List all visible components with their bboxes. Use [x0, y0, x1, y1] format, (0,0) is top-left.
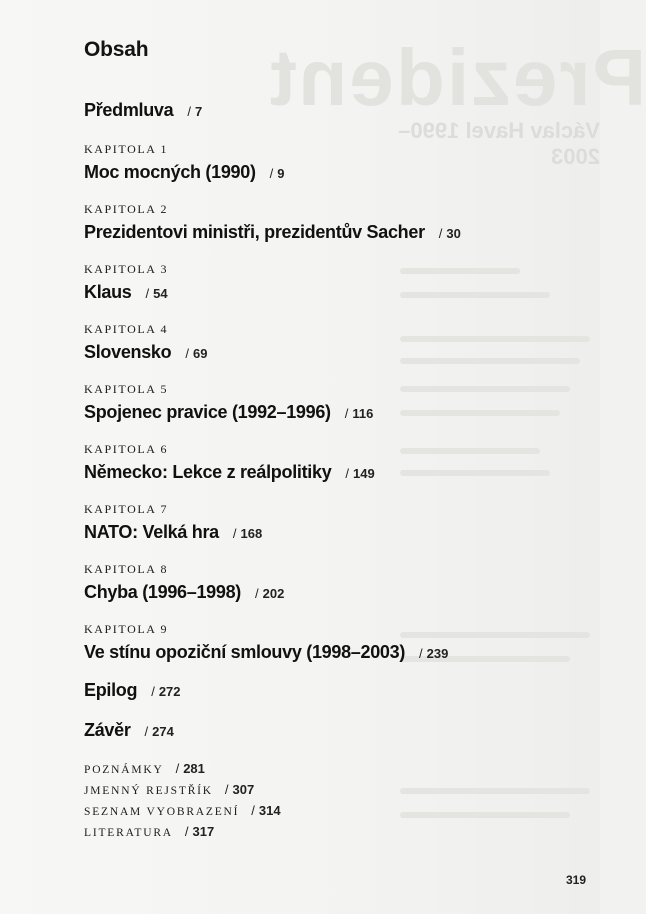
back-matter-literature[interactable] [84, 823, 281, 844]
toc-entry-title: Moc mocných (1990) [84, 162, 256, 182]
back-matter-page: / 307 [224, 782, 255, 797]
toc-entry-chapter-3[interactable] [84, 262, 168, 303]
toc-entry-preface[interactable] [84, 100, 202, 121]
chapter-kicker: KAPITOLA 2 [84, 202, 169, 216]
page-number: 319 [565, 873, 586, 887]
back-matter-name-index[interactable] [84, 781, 281, 802]
toc-entry-page: / 149 [345, 466, 375, 481]
show-through-line [400, 268, 520, 274]
chapter-kicker: KAPITOLA 7 [84, 502, 169, 516]
toc-entry-title: Chyba (1996–1998) [84, 582, 241, 602]
back-matter-page: / 317 [184, 824, 215, 839]
show-through-line [400, 292, 550, 298]
show-through-line [400, 358, 580, 364]
chapter-kicker: KAPITOLA 3 [84, 262, 169, 276]
toc-entry-epilogue[interactable] [84, 680, 181, 701]
toc-entry-page: / 54 [145, 286, 168, 301]
back-matter-label: LITERATURA [84, 827, 173, 839]
toc-entry-chapter-4[interactable] [84, 322, 207, 363]
toc-title: Obsah [84, 38, 149, 61]
back-matter-page: / 281 [175, 761, 205, 776]
show-through-line [400, 470, 550, 476]
back-matter-illustrations[interactable] [84, 802, 281, 823]
toc-entry-chapter-5[interactable] [84, 382, 373, 423]
back-matter-list [84, 760, 281, 844]
chapter-kicker: KAPITOLA 4 [84, 322, 169, 336]
toc-entry-page: / 9 [269, 166, 285, 181]
show-through-line [400, 386, 570, 392]
chapter-kicker: KAPITOLA 1 [84, 142, 169, 156]
back-matter-notes[interactable] [84, 760, 281, 781]
toc-entry-title: Prezidentovi ministři, prezidentův Sacher [84, 222, 425, 242]
toc-entry-title: Spojenec pravice (1992–1996) [84, 402, 331, 422]
chapter-kicker: KAPITOLA 5 [84, 382, 169, 396]
toc-entry-chapter-7[interactable] [84, 502, 262, 543]
chapter-kicker: KAPITOLA 8 [84, 562, 169, 576]
toc-entry-page: / 274 [144, 724, 174, 739]
show-through-line [400, 812, 570, 818]
toc-entry-page: / 69 [185, 346, 208, 361]
toc-entry-conclusion[interactable] [84, 720, 174, 741]
show-through-line [400, 448, 540, 454]
toc-entry-chapter-8[interactable] [84, 562, 284, 603]
toc-entry-chapter-6[interactable] [84, 442, 375, 483]
toc-entry-title: Epilog [84, 680, 138, 700]
chapter-kicker: KAPITOLA 6 [84, 442, 169, 456]
back-matter-label: SEZNAM VYOBRAZENÍ [84, 806, 240, 818]
toc-entry-title: NATO: Velká hra [84, 522, 219, 542]
toc-entry-title: Předmluva [84, 100, 174, 120]
chapter-kicker: KAPITOLA 9 [84, 622, 169, 636]
toc-entry-page: / 116 [344, 406, 374, 421]
show-through-line [400, 410, 560, 416]
toc-entry-page: / 30 [438, 226, 461, 241]
toc-entry-page: / 168 [232, 526, 263, 541]
show-through-line [400, 336, 590, 342]
toc-entry-title: Závěr [84, 720, 131, 740]
toc-entry-page: / 7 [187, 104, 203, 119]
toc-entry-title: Klaus [84, 282, 132, 302]
show-through-title-graphic: Prezident [268, 33, 646, 122]
back-matter-label: POZNÁMKY [84, 764, 164, 776]
show-through-line [400, 788, 590, 794]
toc-entry-chapter-9[interactable] [84, 622, 448, 663]
toc-entry-chapter-1[interactable] [84, 142, 285, 183]
toc-entry-title: Ve stínu opoziční smlouvy (1998–2003) [84, 642, 406, 662]
toc-entry-page: / 272 [151, 684, 181, 699]
show-through-subtitle-graphic: Václav Havel 1990–2003 [398, 118, 600, 169]
toc-entry-chapter-2[interactable] [84, 202, 461, 243]
toc-entry-page: / 202 [255, 586, 285, 601]
back-matter-label: JMENNÝ REJSTŘÍK [84, 785, 213, 797]
toc-entry-page: / 239 [419, 646, 449, 661]
toc-entry-title: Německo: Lekce z reálpolitiky [84, 462, 332, 482]
toc-entry-title: Slovensko [84, 342, 172, 362]
back-matter-page: / 314 [251, 803, 281, 818]
